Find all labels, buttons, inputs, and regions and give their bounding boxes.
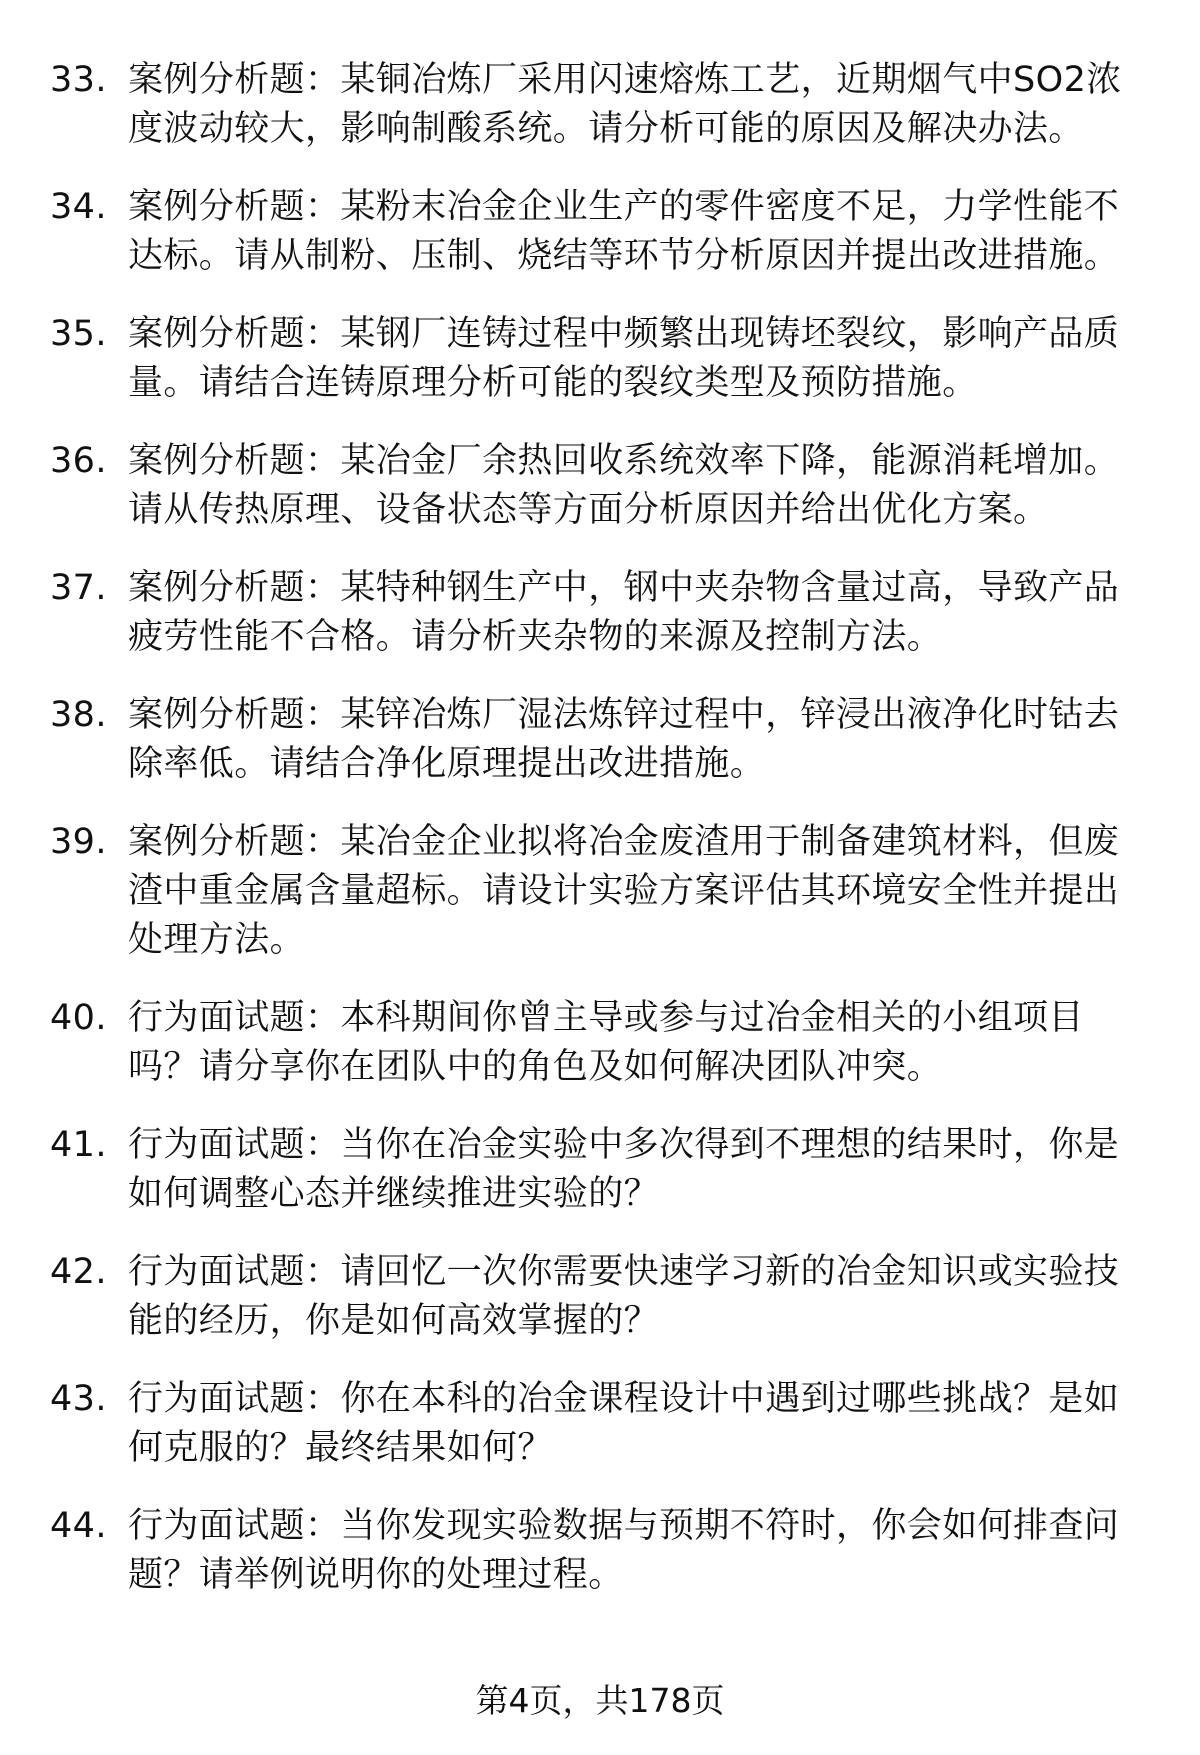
question-number: 41. — [50, 1125, 107, 1165]
question-item — [50, 1502, 1150, 1600]
question-number: 37. — [50, 568, 107, 608]
question-text: 案例分析题：某铜冶炼厂采用闪速熔炼工艺，近期烟气中SO2浓度波动较大，影响制酸系统。请分析可能的原因及解决办法。 — [128, 60, 1122, 149]
question-item — [50, 56, 1150, 154]
question-number: 36. — [50, 441, 107, 481]
question-text: 行为面试题：请回忆一次你需要快速学习新的冶金知识或实验技能的经历，你是如何高效掌握的？ — [128, 1252, 1120, 1341]
question-item — [50, 564, 1150, 662]
page-number-footer: 第4页，共178页 — [475, 1681, 725, 1720]
question-number: 42. — [50, 1252, 107, 1292]
question-item — [50, 183, 1150, 281]
question-number: 34. — [50, 187, 107, 227]
question-text: 行为面试题：当你在冶金实验中多次得到不理想的结果时，你是如何调整心态并继续推进实验的？ — [128, 1125, 1120, 1214]
question-item — [50, 310, 1150, 408]
question-item — [50, 1121, 1150, 1219]
question-number: 39. — [50, 822, 107, 862]
question-text: 案例分析题：某特种钢生产中，钢中夹杂物含量过高，导致产品疲劳性能不合格。请分析夹杂物的来源及控制方法。 — [128, 568, 1120, 657]
question-text: 案例分析题：某冶金企业拟将冶金废渣用于制备建筑材料，但废渣中重金属含量超标。请设计实验方案评估其环境安全性并提出处理方法。 — [128, 822, 1120, 960]
question-text: 案例分析题：某冶金厂余热回收系统效率下降，能源消耗增加。请从传热原理、设备状态等方面分析原因并给出优化方案。 — [128, 441, 1120, 530]
question-number: 38. — [50, 695, 107, 735]
question-number: 33. — [50, 60, 107, 100]
question-text: 案例分析题：某粉末冶金企业生产的零件密度不足，力学性能不达标。请从制粉、压制、烧结等环节分析原因并提出改进措施。 — [128, 187, 1120, 276]
question-text: 行为面试题：当你发现实验数据与预期不符时，你会如何排查问题？请举例说明你的处理过程。 — [128, 1506, 1120, 1595]
question-text: 案例分析题：某锌冶炼厂湿法炼锌过程中，锌浸出液净化时钴去除率低。请结合净化原理提出改进措施。 — [128, 695, 1120, 784]
question-number: 43. — [50, 1379, 107, 1419]
question-list — [50, 56, 1150, 1629]
question-text: 行为面试题：你在本科的冶金课程设计中遇到过哪些挑战？是如何克服的？最终结果如何？ — [128, 1379, 1120, 1468]
question-item — [50, 691, 1150, 789]
question-text: 案例分析题：某钢厂连铸过程中频繁出现铸坯裂纹，影响产品质量。请结合连铸原理分析可能的裂纹类型及预防措施。 — [128, 314, 1120, 403]
question-item — [50, 437, 1150, 535]
question-number: 35. — [50, 314, 107, 354]
question-number: 40. — [50, 998, 107, 1038]
question-item — [50, 1375, 1150, 1473]
question-text: 行为面试题：本科期间你曾主导或参与过冶金相关的小组项目吗？请分享你在团队中的角色及如何解决团队冲突。 — [128, 998, 1084, 1087]
question-item — [50, 818, 1150, 965]
question-item — [50, 1248, 1150, 1346]
question-item — [50, 994, 1150, 1092]
question-number: 44. — [50, 1506, 107, 1546]
